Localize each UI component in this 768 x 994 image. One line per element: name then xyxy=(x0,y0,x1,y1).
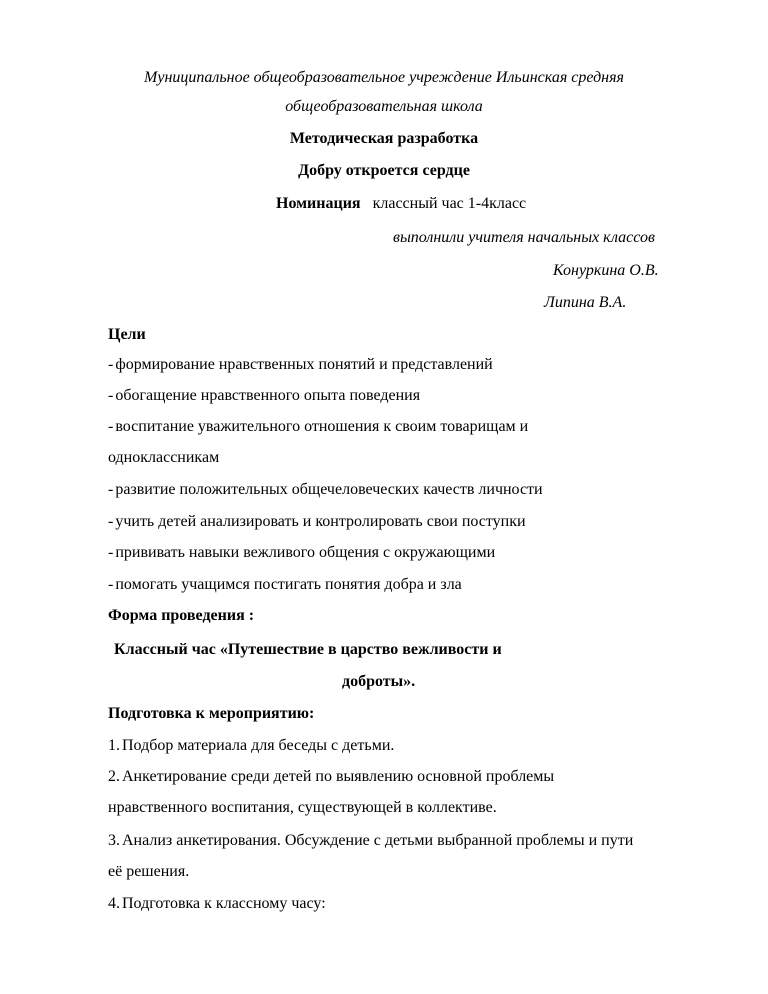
institution-line-1: Муниципальное общеобразовательное учреждение Ильинская средняя xyxy=(144,69,624,86)
event-title-line-2: доброты». xyxy=(342,673,416,690)
item-text: Подготовка к классному часу: xyxy=(122,895,326,912)
goal-text: обогащение нравственного опыта поведения xyxy=(115,387,421,404)
goal-item xyxy=(108,357,493,373)
preparation-item-continuation: её решения. xyxy=(108,863,190,880)
preparation-item xyxy=(108,769,554,785)
item-text: Анкетирование среди детей по выявлению основной проблемы xyxy=(122,768,555,785)
dash-marker: - xyxy=(108,418,114,435)
item-text: Анализ анкетирования. Обсуждение с детьми выбранной проблемы и пути xyxy=(122,832,634,849)
dash-marker: - xyxy=(108,513,114,530)
goal-item xyxy=(108,419,528,435)
dash-marker: - xyxy=(108,544,114,561)
goals-heading: Цели xyxy=(108,326,146,343)
preparation-item-continuation: нравственного воспитания, существующей в коллективе. xyxy=(108,799,497,816)
dash-marker: - xyxy=(108,576,114,593)
preparation-heading: Подготовка к мероприятию: xyxy=(108,705,315,722)
goal-item xyxy=(108,482,543,498)
institution-line-2: общеобразовательная школа xyxy=(285,98,483,115)
goal-item xyxy=(108,388,420,404)
goal-text: развитие положительных общечеловеческих качеств личности xyxy=(115,481,543,498)
nomination-label: Номинация xyxy=(276,195,361,212)
goal-text: помогать учащимся постигать понятия добра и зла xyxy=(115,576,462,593)
item-number: 2. xyxy=(108,768,120,785)
goal-text: формирование нравственных понятий и представлений xyxy=(115,356,493,373)
item-text: Подбор материала для беседы с детьми. xyxy=(122,737,395,754)
authors-intro: выполнили учителя начальных классов xyxy=(393,229,655,246)
goal-text: учить детей анализировать и контролировать свои поступки xyxy=(115,513,526,530)
form-heading: Форма проведения : xyxy=(108,607,255,624)
item-number: 4. xyxy=(108,895,120,912)
goal-item xyxy=(108,545,495,561)
page-title: Добру откроется сердце xyxy=(298,162,470,179)
preparation-item xyxy=(108,738,394,754)
goal-item xyxy=(108,514,526,530)
author-1: Конуркина О.В. xyxy=(553,262,659,279)
event-title-line-1: Классный час «Путешествие в царство вежливости и xyxy=(114,641,502,658)
item-number: 1. xyxy=(108,737,120,754)
document-type: Методическая разработка xyxy=(289,130,479,147)
dash-marker: - xyxy=(108,356,114,373)
goal-text: прививать навыки вежливого общения с окружающими xyxy=(115,544,496,561)
nomination-row xyxy=(276,196,526,212)
preparation-item xyxy=(108,896,326,912)
goal-text: воспитание уважительного отношения к своим товарищам и xyxy=(115,418,529,435)
dash-marker: - xyxy=(108,481,114,498)
dash-marker: - xyxy=(108,387,114,404)
item-number: 3. xyxy=(108,832,120,849)
goal-item xyxy=(108,577,462,593)
preparation-item xyxy=(108,833,633,849)
author-2: Липина В.А. xyxy=(544,294,627,311)
goal-item-continuation: одноклассникам xyxy=(108,449,220,466)
nomination-value: классный час 1-4класс xyxy=(372,195,527,212)
